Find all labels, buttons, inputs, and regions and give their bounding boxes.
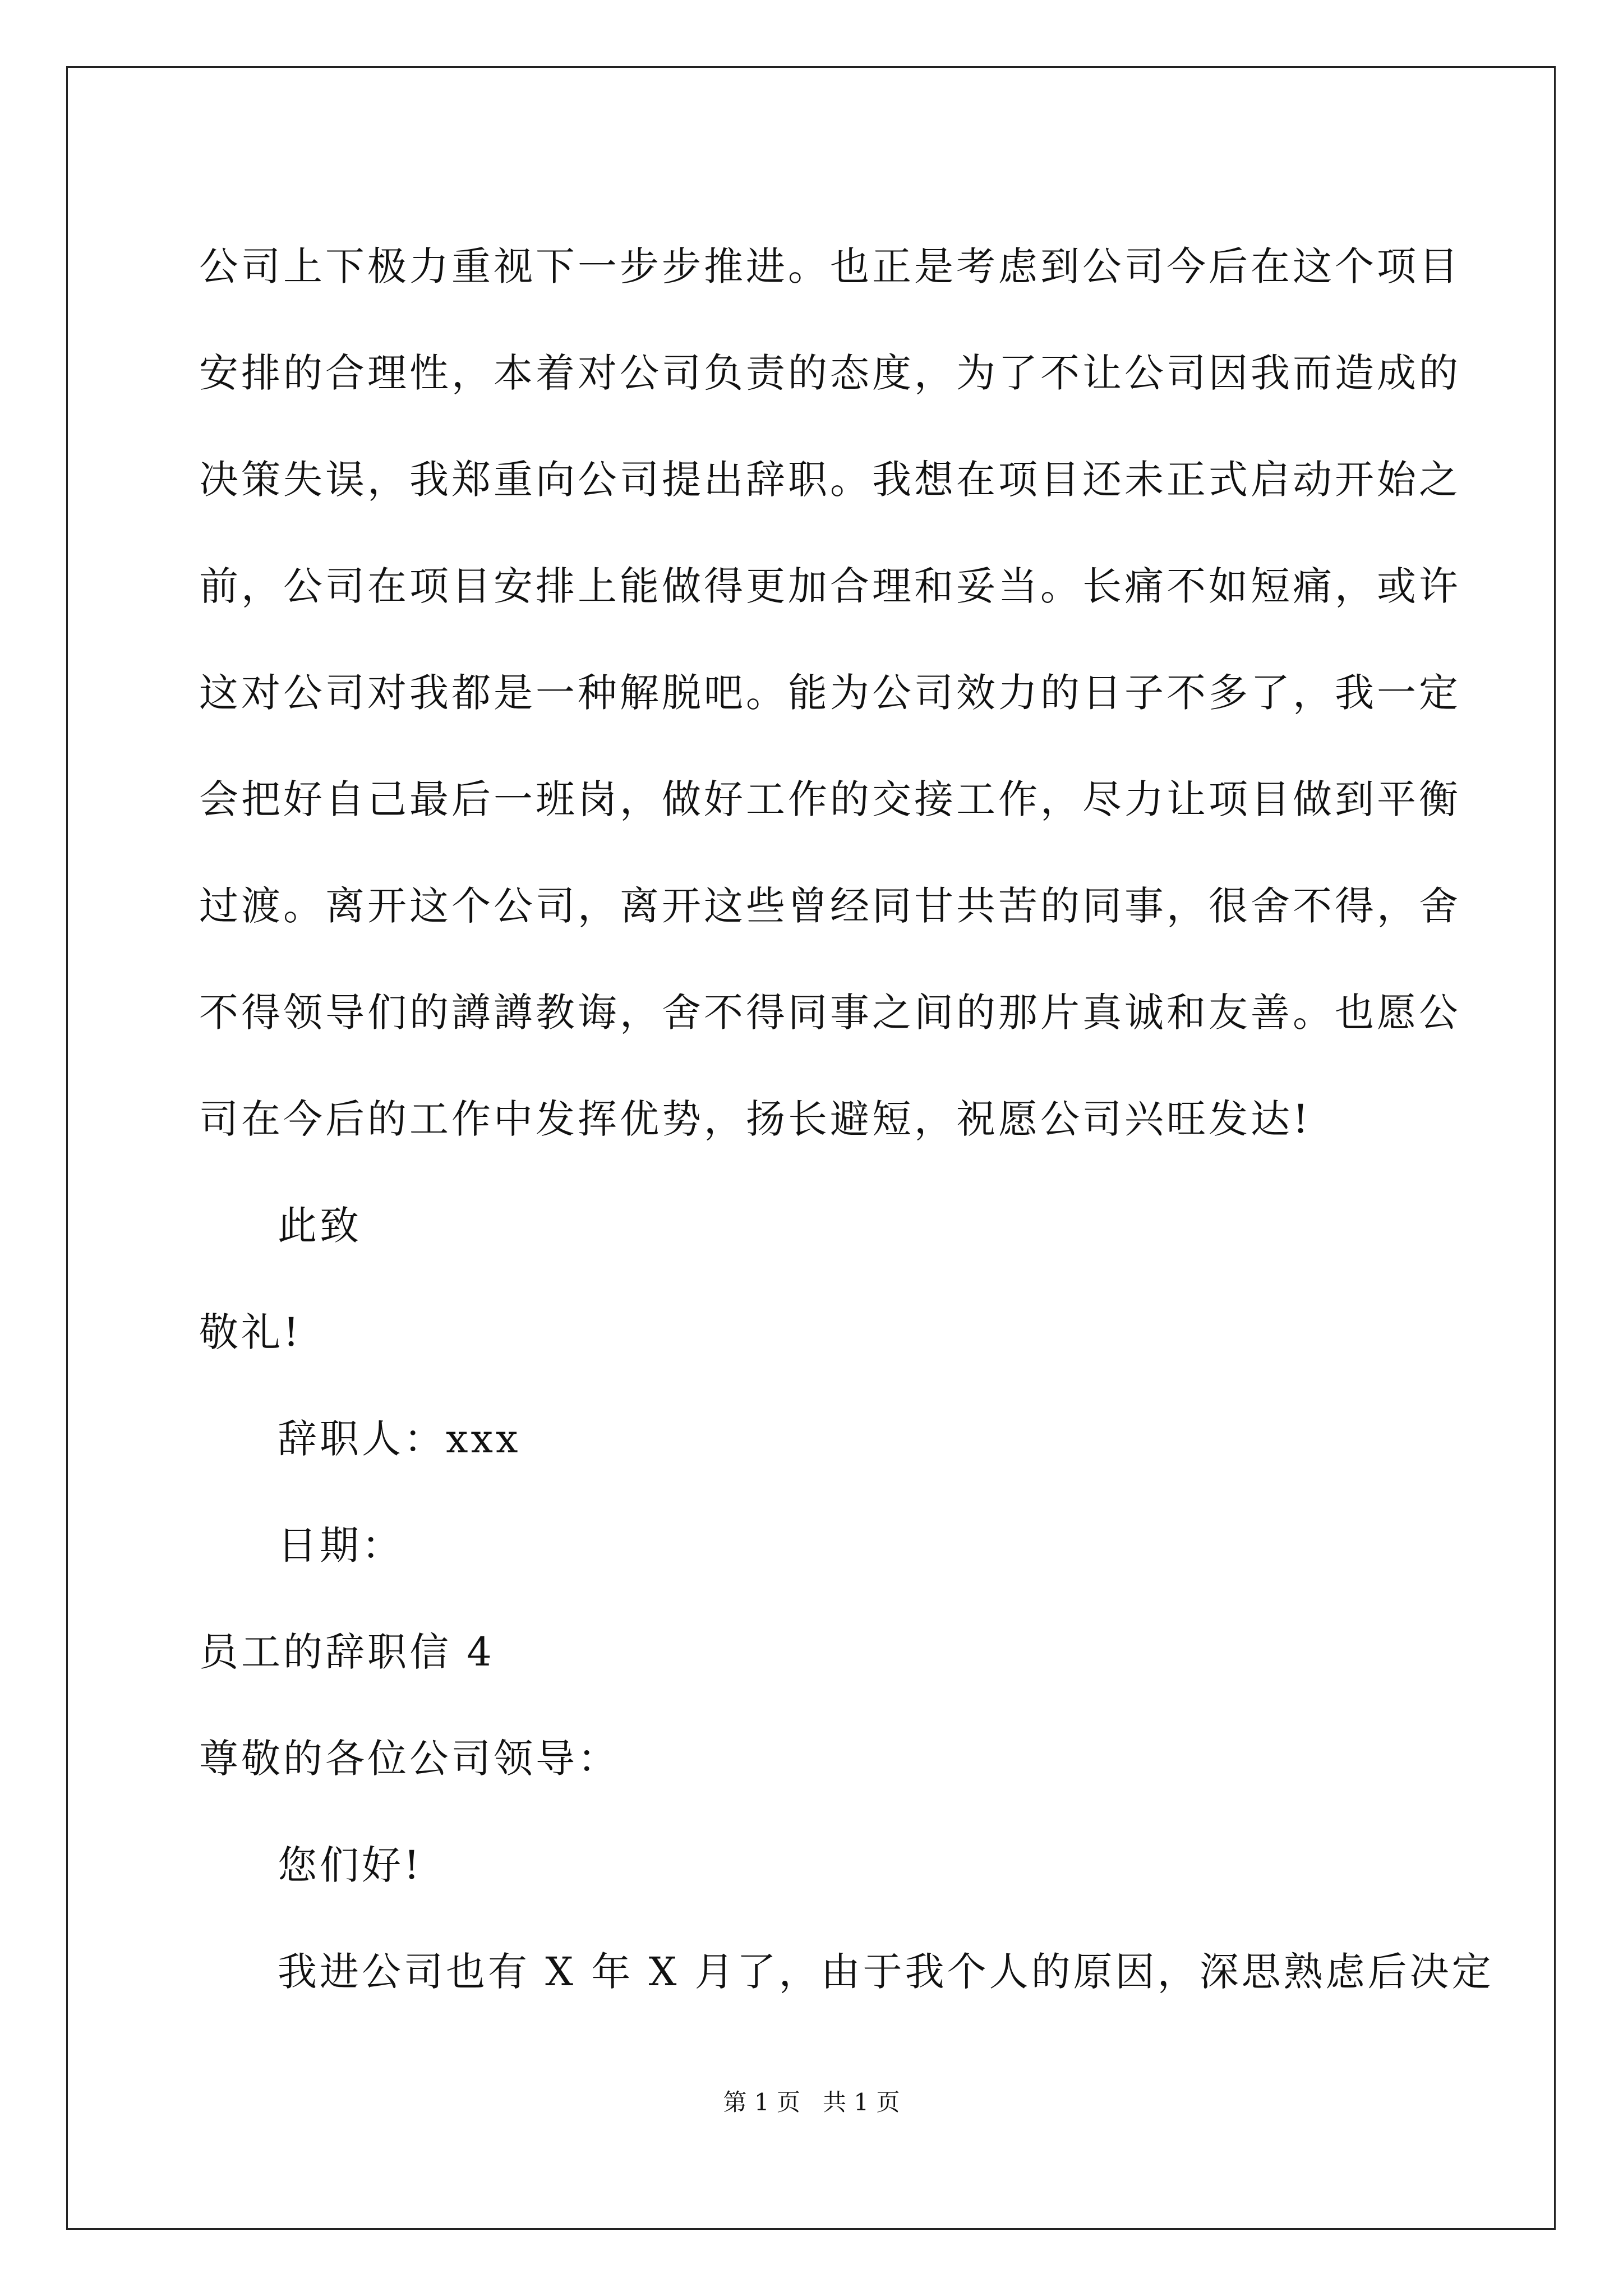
paragraph-line: 会把好自己最后一班岗，做好工作的交接工作，尽力让项目做到平衡 [199, 776, 1461, 822]
paragraph-line: 安排的合理性，本着对公司负责的态度，为了不让公司因我而造成的 [199, 350, 1461, 396]
paragraph-line: 我进公司也有 X 年 X 月了，由于我个人的原因，深思熟虑后决定 [278, 1949, 1494, 1995]
closing-ci-zhi: 此致 [278, 1203, 362, 1249]
paragraph-line: 过渡。离开这个公司，离开这些曾经同甘共苦的同事，很舍不得，舍 [199, 883, 1461, 929]
salutation: 尊敬的各位公司领导： [199, 1736, 620, 1782]
document-body [199, 213, 1494, 2025]
closing-jing-li: 敬礼! [199, 1309, 302, 1355]
paragraph-line: 公司上下极力重视下一步步推进。也正是考虑到公司今后在这个项目 [199, 243, 1461, 289]
greeting: 您们好! [278, 1842, 423, 1888]
paragraph-line: 司在今后的工作中发挥优势，扬长避短，祝愿公司兴旺发达! [199, 1096, 1312, 1142]
section-heading: 员工的辞职信 4 [199, 1629, 495, 1675]
paragraph-line: 不得领导们的譐譐教诲，舍不得同事之间的那片真诚和友善。也愿公 [199, 990, 1461, 1036]
paragraph-line: 前，公司在项目安排上能做得更加合理和妥当。长痛不如短痛，或许 [199, 563, 1461, 609]
paragraph-line: 这对公司对我都是一种解脱吧。能为公司效力的日子不多了，我一定 [199, 670, 1461, 716]
date-line: 日期： [278, 1522, 404, 1568]
signer-line: 辞职人：xxx [278, 1416, 521, 1462]
paragraph-line: 决策失误，我郑重向公司提出辞职。我想在项目还未正式启动开始之 [199, 457, 1461, 503]
page-number-footer: 第 1 页 共 1 页 [723, 2088, 900, 2116]
